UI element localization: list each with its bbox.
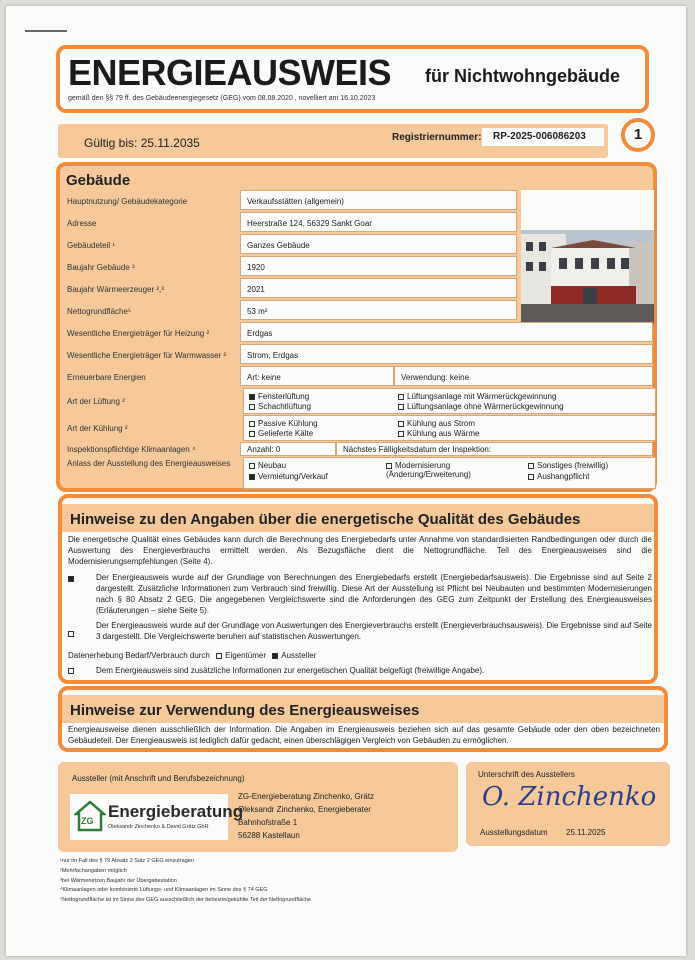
table-row	[64, 212, 517, 232]
checkbox-icon	[398, 431, 404, 437]
row-value: Ganzes Gebäude	[240, 234, 517, 254]
row-value: 53 m²	[240, 300, 517, 320]
row-value: 1920	[240, 256, 517, 276]
row-value: Heerstraße 124, 56329 Sankt Goar	[240, 212, 517, 232]
logo-mark: ZG	[81, 816, 94, 826]
checkbox-icon	[249, 474, 255, 480]
table-row	[64, 190, 517, 210]
renewable-row	[64, 366, 653, 386]
checkbox-icon	[398, 394, 404, 400]
issuer-label: Aussteller (mit Anschrift und Berufsbezeichnung)	[72, 774, 245, 783]
checkbox-demand-certificate[interactable]	[68, 576, 74, 582]
checkbox-ventilation-with-recovery[interactable]: Lüftungsanlage mit Wärmerückgewinnung	[398, 392, 556, 401]
checkbox-modernisation[interactable]: Modernisierung (Änderung/Erweiterung)	[386, 461, 471, 479]
row-label: Gebäudeteil ¹	[67, 241, 116, 250]
issue-date-label: Ausstellungsdatum	[480, 828, 548, 837]
checkbox-icon	[249, 404, 255, 410]
notes-intro: Die energetische Qualität eines Gebäudes kann durch die Berechnung des Energiebedarfs unter Annahme von standardisierten Randbedingungen oder durch die Auswertung des Energieverbrauchs ermittelt werden. Als Bezugsfläche dient die Nettogrundfläche. Teil des Energieausweises sind die Modernisierungsempfehlungen (Seite 4).	[68, 535, 652, 566]
row-label: Anlass der Ausstellung des Energieausweises	[67, 459, 231, 468]
notes-consumption: Der Energieausweis wurde auf der Grundlage von Auswertungen des Energieverbrauchs erstellt (Energieverbrauchsausweis). Die Ergebnisse sind auf Seite 3 dargestellt. Die Vergleichswerte beruhen auf statistischen Auswertungen.	[96, 621, 652, 641]
checkbox-ventilation-shaft[interactable]: Schachtlüftung	[249, 402, 311, 411]
signature-label: Unterschrift des Ausstellers	[478, 770, 575, 779]
ventilation-row	[64, 388, 240, 414]
row-value: Erdgas	[240, 322, 653, 342]
checkbox-icon	[398, 421, 404, 427]
issuer-box	[58, 762, 458, 852]
checkbox-owner[interactable]	[216, 653, 222, 659]
table-row	[64, 278, 517, 298]
inspection-next-date: Nächstes Fälligkeitsdatum der Inspektion:	[336, 442, 653, 456]
title-box	[56, 45, 649, 113]
notes-additional: Dem Energieausweis sind zusätzliche Informationen zur energetischen Qualität beigefügt (freiwillige Angabe).	[96, 666, 485, 675]
valid-until: Gültig bis: 25.11.2035	[84, 136, 200, 150]
checkbox-icon	[249, 463, 255, 469]
table-row	[64, 344, 653, 364]
notes-demand: Der Energieausweis wurde auf der Grundlage von Berechnungen des Energiebedarfs erstellt (Energiebedarfsausweis). Die Ergebnisse sind auf Seite 2 dargestellt. Zusätzliche Informationen zum Verbrauch sind freiwillig. Diese Art der Ausstellung ist Pflicht bei Neubauten und bestimmten Modernisierungen nach § 80 Absatz 2 GEG. Die angegebenen Vergleichswerte sind die Anforderungen des GEG zum Zeitpunkt der Erstellung des Energieausweises (Erläuterungen – siehe Seite 5).	[96, 573, 652, 615]
checkbox-consumption-certificate[interactable]	[68, 631, 74, 637]
row-label: Erneuerbare Energien	[67, 373, 146, 382]
checkbox-ventilation-window[interactable]: Fensterlüftung	[249, 392, 309, 401]
row-label: Art der Kühlung ²	[67, 424, 128, 433]
row-label: Baujahr Wärmeerzeuger ²,³	[67, 285, 164, 294]
renewable-type: Art: keine	[240, 366, 394, 386]
issuer-address-line: ZG-Energieberatung Zinchenko, Grätz	[238, 792, 375, 801]
renewable-use: Verwendung: keine	[394, 366, 653, 386]
checkbox-other[interactable]: Sonstiges (freiwillig)	[528, 461, 608, 470]
issuer-logo	[70, 794, 244, 840]
issue-date: 25.11.2025	[566, 828, 606, 837]
row-label: Baujahr Gebäude ³	[67, 263, 135, 272]
inspection-count: Anzahl: 0	[240, 442, 336, 456]
signature-box	[466, 762, 670, 846]
checkbox-icon	[249, 431, 255, 437]
checkbox-icon	[398, 404, 404, 410]
checkbox-cooling-electricity[interactable]: Kühlung aus Strom	[398, 419, 475, 428]
section-heading: Gebäude	[66, 172, 131, 189]
checkbox-rent-sale[interactable]: Vermietung/Verkauf	[249, 472, 328, 481]
building-section	[56, 162, 657, 492]
footnote: ¹nur im Fall des § 79 Absatz 2 Satz 2 GEG einzutragen	[60, 858, 194, 864]
section-heading: Hinweise zu den Angaben über die energetische Qualität des Gebäudes	[62, 504, 654, 532]
checkbox-icon	[249, 421, 255, 427]
registration-number: RP-2025-006086203	[482, 128, 604, 146]
divider	[25, 30, 67, 32]
signature: O. Zinchenko	[482, 782, 657, 812]
page-number: 1	[621, 118, 655, 152]
checkbox-icon	[386, 463, 392, 469]
row-label: Inspektionspflichtige Klimaanlagen ⁴	[67, 445, 196, 454]
logo-subline: Oleksandr Zinchenko & David Grätz GbR	[108, 824, 209, 830]
row-label: Wesentliche Energieträger für Warmwasser ²	[67, 351, 227, 360]
checkbox-posting-obligation[interactable]: Aushangpflicht	[528, 472, 589, 481]
registration-label: Registriernummer:	[392, 132, 482, 143]
row-label: Adresse	[67, 219, 97, 228]
row-value: 2021	[240, 278, 517, 298]
legal-note: gemäß den §§ 79 ff. des Gebäudeenergiegesetz (GEG) vom 08.08.2020 , novelliert am 16.10.2023	[68, 95, 376, 102]
occasion-row	[64, 457, 240, 489]
cooling-options	[243, 415, 656, 441]
inspection-row	[64, 442, 653, 456]
checkbox-additional-info[interactable]	[68, 668, 74, 674]
validity-bar	[58, 124, 608, 158]
row-label: Wesentliche Energieträger für Heizung ²	[67, 329, 210, 338]
issuer-address-line: Oleksandr Zinchenko, Energieberater	[238, 805, 371, 814]
checkbox-ventilation-without-recovery[interactable]: Lüftungsanlage ohne Wärmerückgewinnung	[398, 402, 564, 411]
footnote: ⁴Klimaanlagen oder kombinierte Lüftungs- und Klimaanlagen im Sinne des § 74 GEG	[60, 887, 268, 893]
checkbox-cooling-heat[interactable]: Kühlung aus Wärme	[398, 429, 479, 438]
row-label: Nettogrundfläche⁵	[67, 307, 132, 316]
usage-text: Energieausweise dienen ausschließlich der Information. Die Angaben im Energieausweis beziehen sich auf das gesamte Gebäude oder den oben bezeichneten Gebäudeteil. Der Energieausweis ist lediglich dafür gedacht, einen überschlägigen Vergleich von Gebäuden zu ermöglichen.	[68, 725, 660, 745]
table-row	[64, 256, 517, 276]
checkbox-new-build[interactable]: Neubau	[249, 461, 286, 470]
table-row	[64, 322, 653, 342]
row-value: Strom, Erdgas	[240, 344, 653, 364]
building-photo	[521, 190, 654, 324]
footnote: ⁵Nettogrundfläche ist im Sinne des GEG ausschließlich der beheizte/gekühlte Teil der Nettogrundfläche	[60, 897, 312, 903]
checkbox-icon	[528, 474, 534, 480]
usage-notes-section	[58, 686, 668, 752]
checkbox-icon	[249, 394, 255, 400]
row-label: Art der Lüftung ²	[67, 397, 125, 406]
section-heading: Hinweise zur Verwendung des Energieausweises	[62, 695, 664, 723]
footnote: ³bei Wärmenetzen Baujahr der Übergabestation	[60, 878, 177, 884]
table-row	[64, 234, 517, 254]
footnote: ²Mehrfachangaben möglich	[60, 868, 127, 874]
page-subtitle: für Nichtwohngebäude	[425, 66, 620, 86]
ventilation-options	[243, 388, 656, 414]
cooling-row	[64, 415, 240, 441]
checkbox-passive-cooling[interactable]: Passive Kühlung	[249, 419, 318, 428]
row-label: Hauptnutzung/ Gebäudekategorie	[67, 197, 188, 206]
data-collection-line: Datenerhebung Bedarf/Verbrauch durch Eigentümer Aussteller	[68, 651, 317, 660]
logo-name: Energieberatung	[108, 802, 244, 821]
occasion-options	[243, 457, 656, 489]
issuer-address-line: 56288 Kastellaun	[238, 831, 300, 840]
checkbox-icon	[528, 463, 534, 469]
checkbox-issuer[interactable]	[272, 653, 278, 659]
quality-notes-section	[58, 494, 658, 684]
row-value: Verkaufsstätten (allgemein)	[240, 190, 517, 210]
checkbox-supplied-cold[interactable]: Gelieferte Kälte	[249, 429, 313, 438]
table-row	[64, 300, 517, 320]
page-title: ENERGIEAUSWEIS	[68, 52, 392, 93]
issuer-address-line: Bahnhofstraße 1	[238, 818, 298, 827]
